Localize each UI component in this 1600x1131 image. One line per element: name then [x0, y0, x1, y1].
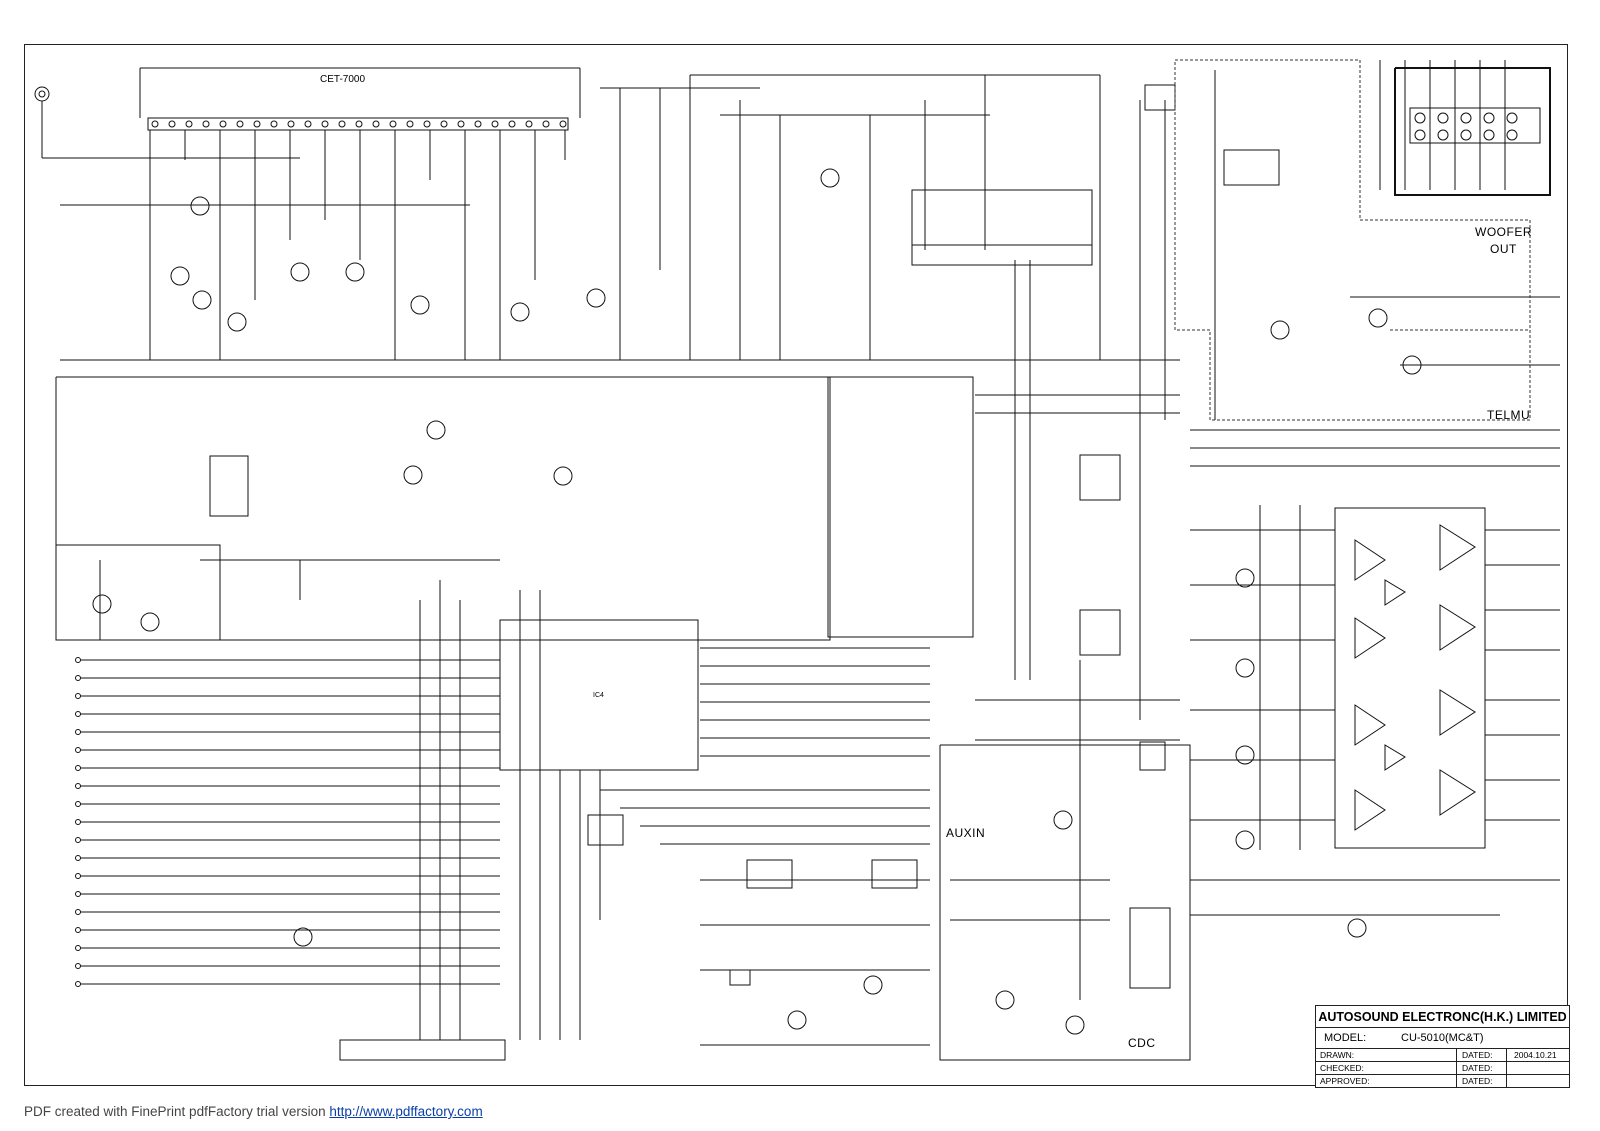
tuner-pins	[152, 121, 566, 127]
antenna-jack	[35, 87, 49, 101]
panel-box-mid	[828, 377, 973, 637]
checked-dated-label: DATED:	[1462, 1063, 1493, 1073]
model-row	[1316, 1028, 1569, 1049]
approved-dated-label: DATED:	[1462, 1076, 1493, 1086]
title-block	[1315, 1005, 1570, 1088]
model-label: MODEL:	[1324, 1032, 1367, 1044]
model-value: CU-5010(MC&T)	[1401, 1032, 1484, 1044]
title-divider-2	[1506, 1049, 1507, 1087]
approved-label: APPROVED:	[1320, 1076, 1370, 1086]
power-amp-ic	[1335, 508, 1485, 848]
tuner-connector	[148, 118, 568, 130]
telmu-label: TELMU	[1487, 408, 1531, 422]
wires-vertical	[100, 60, 1505, 1040]
drawn-date: 2004.10.21	[1514, 1050, 1557, 1060]
woofer-telmu-region	[1175, 60, 1530, 420]
panel-box-left	[56, 377, 830, 640]
drawn-label: DRAWN:	[1320, 1050, 1355, 1060]
footer-link[interactable]: http://www.pdffactory.com	[329, 1104, 483, 1119]
transistors	[93, 169, 1421, 1034]
woofer-out-label-2: OUT	[1490, 242, 1517, 256]
drawn-dated-label: DATED:	[1462, 1050, 1493, 1060]
tuner-label: CET-7000	[320, 74, 366, 85]
mcu-label: IC4	[593, 692, 604, 699]
checked-label: CHECKED:	[1320, 1063, 1364, 1073]
checked-row	[1316, 1062, 1569, 1075]
auxin-box	[940, 745, 1190, 1060]
drawn-row	[1316, 1049, 1569, 1062]
ics	[210, 85, 1540, 1060]
cdc-label: CDC	[1128, 1036, 1156, 1050]
amp-triangles	[1355, 525, 1475, 830]
auxin-label: AUXIN	[946, 826, 986, 840]
woofer-out-label: WOOFER	[1475, 225, 1532, 239]
left-connector-pins	[76, 658, 81, 987]
pdf-footer	[24, 1104, 483, 1119]
rca-block-border	[1395, 68, 1550, 195]
company-name: AUTOSOUND ELECTRONC(H.K.) LIMITED	[1316, 1006, 1569, 1028]
title-divider	[1456, 1049, 1457, 1087]
approved-row	[1316, 1075, 1569, 1088]
footer-text: PDF created with FinePrint pdfFactory trial version	[24, 1104, 326, 1119]
